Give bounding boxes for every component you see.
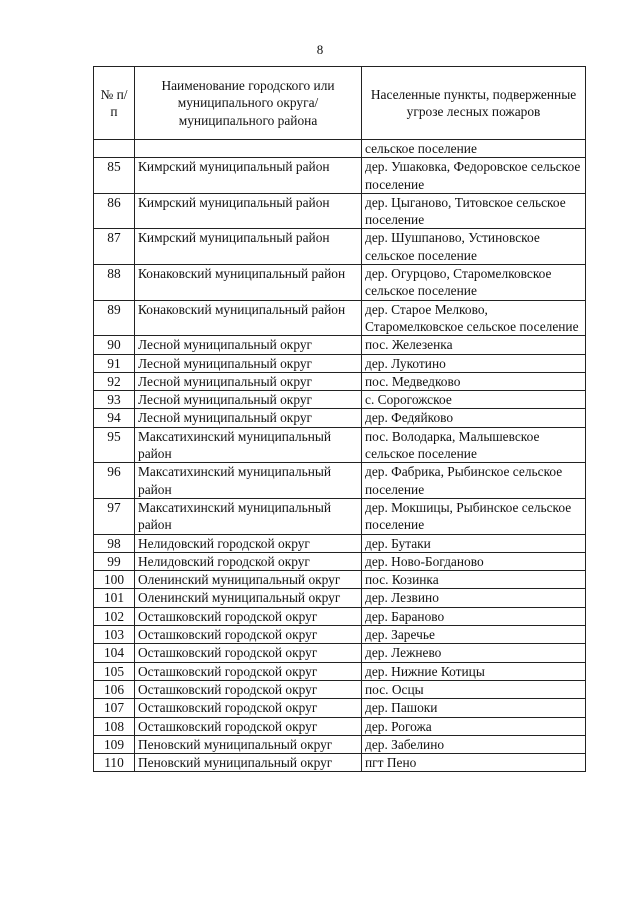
settlement-names: с. Сорогожское [362, 391, 586, 409]
settlement-names: дер. Федяйково [362, 409, 586, 427]
settlement-names: дер. Лезвино [362, 589, 586, 607]
settlement-names: дер. Старое Мелково, Старомелковское сельское поселение [362, 300, 586, 336]
settlement-names: дер. Лежнево [362, 644, 586, 662]
settlement-names: дер. Шушпаново, Устиновское сельское поселение [362, 229, 586, 265]
table-header-row [94, 67, 586, 140]
row-number: 91 [94, 354, 135, 372]
settlement-names: дер. Лукотино [362, 354, 586, 372]
table-row [94, 229, 586, 265]
district-name: Лесной муниципальный округ [135, 336, 362, 354]
row-number: 93 [94, 391, 135, 409]
settlement-names: пос. Володарка, Малышевское сельское поселение [362, 427, 586, 463]
district-name: Осташковский городской округ [135, 662, 362, 680]
row-number: 96 [94, 463, 135, 499]
district-name: Оленинский муниципальный округ [135, 571, 362, 589]
header-settlements: Населенные пункты, подверженные угрозе лесных пожаров [362, 67, 586, 140]
district-name: Осташковский городской округ [135, 699, 362, 717]
district-name: Нелидовский городской округ [135, 534, 362, 552]
row-number: 106 [94, 680, 135, 698]
row-number: 104 [94, 644, 135, 662]
settlement-names: дер. Фабрика, Рыбинское сельское поселение [362, 463, 586, 499]
row-number: 97 [94, 498, 135, 534]
row-number: 108 [94, 717, 135, 735]
settlement-names: дер. Рогожа [362, 717, 586, 735]
settlement-names: сельское поселение [362, 140, 586, 158]
settlement-names: пос. Козинка [362, 571, 586, 589]
district-name: Конаковский муниципальный район [135, 265, 362, 301]
district-name: Оленинский муниципальный округ [135, 589, 362, 607]
row-number: 86 [94, 193, 135, 229]
settlement-names: дер. Нижние Котицы [362, 662, 586, 680]
settlements-table [93, 66, 586, 772]
district-name: Максатихинский муниципальный район [135, 427, 362, 463]
table-row [94, 409, 586, 427]
district-name: Осташковский городской округ [135, 626, 362, 644]
district-name: Максатихинский муниципальный район [135, 463, 362, 499]
district-name: Кимрский муниципальный район [135, 193, 362, 229]
district-name: Осташковский городской округ [135, 680, 362, 698]
table-row [94, 607, 586, 625]
settlement-names: дер. Огурцово, Старомелковское сельское поселение [362, 265, 586, 301]
table-row [94, 699, 586, 717]
table-row [94, 140, 586, 158]
row-number: 98 [94, 534, 135, 552]
table-row [94, 662, 586, 680]
table-row [94, 680, 586, 698]
table-row [94, 391, 586, 409]
row-number: 105 [94, 662, 135, 680]
table-row [94, 717, 586, 735]
district-name: Пеновский муниципальный округ [135, 735, 362, 753]
district-name: Осташковский городской округ [135, 717, 362, 735]
table-row [94, 534, 586, 552]
row-number: 88 [94, 265, 135, 301]
district-name: Нелидовский городской округ [135, 552, 362, 570]
row-number: 95 [94, 427, 135, 463]
settlement-names: дер. Ново-Богданово [362, 552, 586, 570]
settlement-names: пос. Железенка [362, 336, 586, 354]
district-name: Лесной муниципальный округ [135, 372, 362, 390]
settlement-names: дер. Цыганово, Титовское сельское поселение [362, 193, 586, 229]
table-body [94, 140, 586, 772]
table-row [94, 626, 586, 644]
district-name [135, 140, 362, 158]
district-name: Лесной муниципальный округ [135, 354, 362, 372]
table-row [94, 463, 586, 499]
table-row [94, 754, 586, 772]
table-row [94, 552, 586, 570]
row-number: 110 [94, 754, 135, 772]
row-number: 103 [94, 626, 135, 644]
table-row [94, 498, 586, 534]
table-row [94, 589, 586, 607]
district-name: Кимрский муниципальный район [135, 229, 362, 265]
settlement-names: дер. Бараново [362, 607, 586, 625]
settlement-names: пгт Пено [362, 754, 586, 772]
row-number: 90 [94, 336, 135, 354]
row-number: 107 [94, 699, 135, 717]
row-number [94, 140, 135, 158]
settlement-names: дер. Заречье [362, 626, 586, 644]
district-name: Кимрский муниципальный район [135, 158, 362, 194]
district-name: Лесной муниципальный округ [135, 391, 362, 409]
district-name: Осташковский городской округ [135, 607, 362, 625]
table-row [94, 571, 586, 589]
settlement-names: пос. Медведково [362, 372, 586, 390]
district-name: Лесной муниципальный округ [135, 409, 362, 427]
table-row [94, 336, 586, 354]
row-number: 100 [94, 571, 135, 589]
settlement-names: дер. Мокшицы, Рыбинское сельское поселение [362, 498, 586, 534]
row-number: 92 [94, 372, 135, 390]
table-row [94, 372, 586, 390]
settlement-names: пос. Осцы [362, 680, 586, 698]
table-row [94, 265, 586, 301]
row-number: 87 [94, 229, 135, 265]
header-number: № п/п [94, 67, 135, 140]
settlement-names: дер. Пашоки [362, 699, 586, 717]
table-row [94, 300, 586, 336]
district-name: Конаковский муниципальный район [135, 300, 362, 336]
row-number: 101 [94, 589, 135, 607]
table-row [94, 644, 586, 662]
row-number: 102 [94, 607, 135, 625]
row-number: 109 [94, 735, 135, 753]
settlement-names: дер. Ушаковка, Федоровское сельское поселение [362, 158, 586, 194]
row-number: 99 [94, 552, 135, 570]
row-number: 89 [94, 300, 135, 336]
district-name: Осташковский городской округ [135, 644, 362, 662]
table-row [94, 427, 586, 463]
table-row [94, 354, 586, 372]
page-number: 8 [316, 42, 324, 57]
header-district: Наименование городского или муниципального округа/муниципального района [135, 67, 362, 140]
table-row [94, 158, 586, 194]
district-name: Пеновский муниципальный округ [135, 754, 362, 772]
district-name: Максатихинский муниципальный район [135, 498, 362, 534]
table-row [94, 735, 586, 753]
settlement-names: дер. Бутаки [362, 534, 586, 552]
row-number: 94 [94, 409, 135, 427]
table-row [94, 193, 586, 229]
settlement-names: дер. Забелино [362, 735, 586, 753]
row-number: 85 [94, 158, 135, 194]
